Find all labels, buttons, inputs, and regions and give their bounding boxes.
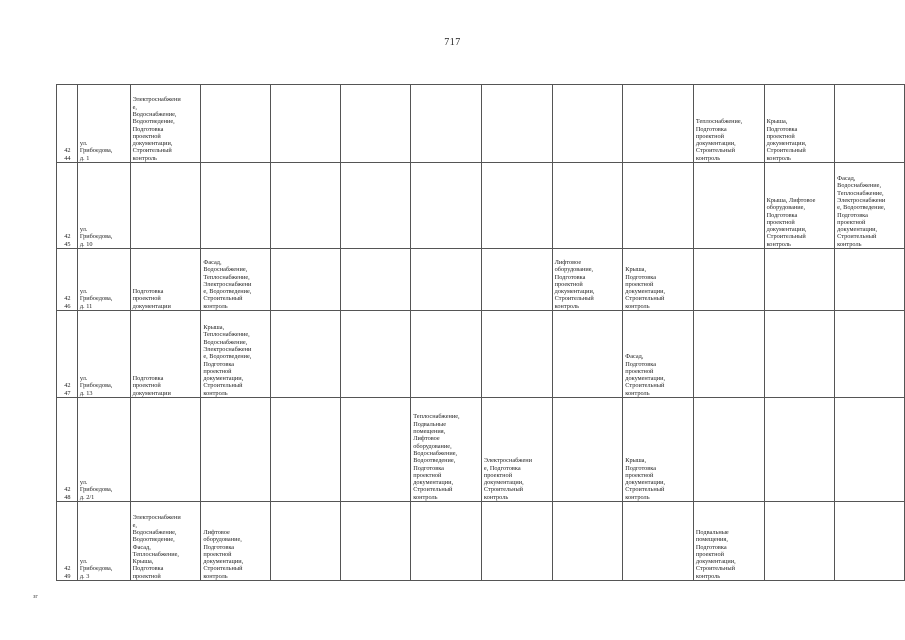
works-cell <box>552 85 623 163</box>
row-number-cell: 42 44 <box>57 85 78 163</box>
works-cell: Электроснабжени е, Водоснабжение, Водоотведение, Подготовка проектной документации, Строительный контроль <box>130 85 201 163</box>
works-cell <box>411 85 482 163</box>
works-cell <box>341 163 411 249</box>
works-cell <box>341 85 411 163</box>
row-number-cell: 42 47 <box>57 311 78 398</box>
works-cell <box>481 163 552 249</box>
works-cell <box>764 311 835 398</box>
footer-mark: зг <box>33 594 38 600</box>
works-cell <box>481 85 552 163</box>
works-cell: Теплоснабжение, Подвальные помещения, Лифтовое оборудование, Водоснабжение, Водоотведение, Подготовка проектной документации, Строительный контроль <box>411 398 482 502</box>
address-cell: ул. Грибоедова, д. 13 <box>77 311 130 398</box>
works-cell <box>341 398 411 502</box>
works-cell <box>271 398 341 502</box>
works-cell: Фасад, Водоснабжение, Теплоснабжение, Электроснабжени е, Водоотведение, Строительный контроль <box>201 249 271 311</box>
works-cell: Фасад, Водоснабжение, Теплоснабжение, Электроснабжени е, Водоотведение, Подготовка проектной документации, Строительный контроль <box>835 163 905 249</box>
works-cell <box>835 85 905 163</box>
works-cell <box>271 311 341 398</box>
works-cell <box>411 163 482 249</box>
works-cell: Крыша, Подготовка проектной документации, Строительный контроль <box>623 249 694 311</box>
works-cell <box>764 249 835 311</box>
address-cell: ул. Грибоедова, д. 1 <box>77 85 130 163</box>
works-cell <box>130 163 201 249</box>
works-cell <box>201 163 271 249</box>
works-cell <box>835 502 905 581</box>
works-cell: Лифтовое оборудование, Подготовка проектной документации, Строительный контроль <box>552 249 623 311</box>
works-cell: Крыша, Подготовка проектной документации, Строительный контроль <box>623 398 694 502</box>
capital-repair-schedule-table <box>56 84 905 581</box>
works-cell: Электроснабжени е, Водоснабжение, Водоотведение, Фасад, Теплоснабжение, Крыша, Подготовка проектной <box>130 502 201 581</box>
works-cell: Фасад, Подготовка проектной документации, Строительный контроль <box>623 311 694 398</box>
works-cell <box>835 249 905 311</box>
works-cell <box>271 85 341 163</box>
address-cell: ул. Грибоедова, д. 3 <box>77 502 130 581</box>
works-cell <box>693 163 764 249</box>
works-cell: Электроснабжени е, Подготовка проектной документации, Строительный контроль <box>481 398 552 502</box>
works-cell: Крыша, Теплоснабжение, Водоснабжение, Электроснабжени е, Водоотведение, Подготовка проектной документации, Строительный контроль <box>201 311 271 398</box>
works-cell <box>764 502 835 581</box>
works-cell: Теплоснабжение, Подготовка проектной документации, Строительный контроль <box>693 85 764 163</box>
table-row <box>57 398 905 502</box>
works-cell <box>341 249 411 311</box>
works-cell: Подвальные помещения, Подготовка проектной документации, Строительный контроль <box>693 502 764 581</box>
works-cell <box>481 249 552 311</box>
works-cell <box>623 502 694 581</box>
works-cell <box>623 85 694 163</box>
works-cell <box>271 249 341 311</box>
address-cell: ул. Грибоедова, д. 2/1 <box>77 398 130 502</box>
works-cell <box>835 311 905 398</box>
works-cell: Крыша, Подготовка проектной документации, Строительный контроль <box>764 85 835 163</box>
row-number-cell: 42 49 <box>57 502 78 581</box>
works-cell <box>693 311 764 398</box>
works-cell <box>411 502 482 581</box>
table-row <box>57 249 905 311</box>
table-row <box>57 163 905 249</box>
works-cell <box>271 502 341 581</box>
works-cell: Лифтовое оборудование, Подготовка проектной документации, Строительный контроль <box>201 502 271 581</box>
page-number: 717 <box>444 37 461 48</box>
works-cell <box>835 398 905 502</box>
works-cell <box>130 398 201 502</box>
works-cell <box>201 398 271 502</box>
works-cell <box>341 502 411 581</box>
works-cell <box>623 163 694 249</box>
works-cell: Крыша, Лифтовое оборудование, Подготовка проектной документации, Строительный контроль <box>764 163 835 249</box>
works-cell <box>552 502 623 581</box>
works-cell <box>693 398 764 502</box>
row-number-cell: 42 45 <box>57 163 78 249</box>
table-row <box>57 311 905 398</box>
works-cell <box>271 163 341 249</box>
works-cell <box>201 85 271 163</box>
works-cell <box>411 311 482 398</box>
row-number-cell: 42 48 <box>57 398 78 502</box>
works-cell <box>481 502 552 581</box>
table-row <box>57 85 905 163</box>
works-cell: Подготовка проектной документации <box>130 249 201 311</box>
address-cell: ул. Грибоедова, д. 11 <box>77 249 130 311</box>
works-cell: Подготовка проектной документации <box>130 311 201 398</box>
works-cell <box>341 311 411 398</box>
works-cell <box>481 311 552 398</box>
works-cell <box>552 163 623 249</box>
works-cell <box>693 249 764 311</box>
works-cell <box>552 398 623 502</box>
works-cell <box>764 398 835 502</box>
works-cell <box>411 249 482 311</box>
address-cell: ул. Грибоедова, д. 10 <box>77 163 130 249</box>
row-number-cell: 42 46 <box>57 249 78 311</box>
table-row <box>57 502 905 581</box>
works-cell <box>552 311 623 398</box>
